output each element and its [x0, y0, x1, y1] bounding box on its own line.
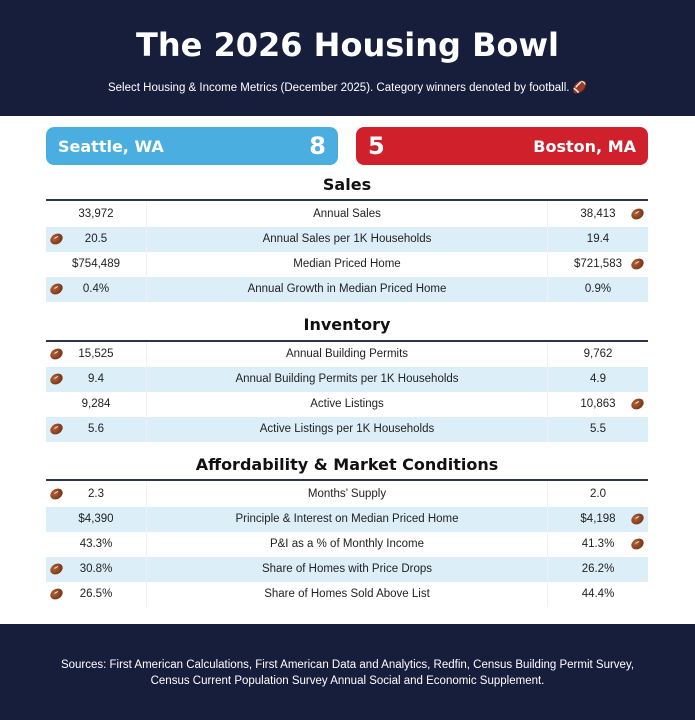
- seattle-value: 33,972: [78, 208, 114, 220]
- table-row: [46, 342, 648, 367]
- boston-value-cell: [548, 342, 648, 367]
- seattle-value: 30.8%: [79, 563, 113, 575]
- seattle-value: 9.4: [88, 373, 104, 385]
- table-row: [46, 227, 648, 252]
- sources-line-1: Sources: First American Calculations, First American Data and Analytics, Redfin, Census Building Permit Survey,: [60, 659, 635, 671]
- boston-value-cell: [548, 507, 648, 532]
- seattle-value-cell: [46, 557, 147, 582]
- football-icon: [48, 561, 64, 576]
- boston-value-cell: [548, 367, 648, 392]
- boston-value-cell: [548, 417, 648, 442]
- seattle-value-cell: [46, 582, 147, 607]
- metric-label: Months’ Supply: [147, 482, 548, 507]
- boston-value: 10,863: [580, 398, 616, 410]
- table-row: [46, 557, 648, 582]
- seattle-value: 15,525: [78, 348, 114, 360]
- sources-footer: [0, 624, 695, 720]
- boston-value: 26.2%: [581, 563, 615, 575]
- boston-value-cell: [548, 277, 648, 302]
- table-row: [46, 582, 648, 607]
- table-row: [46, 392, 648, 417]
- table-row: [46, 252, 648, 277]
- table-row: [46, 277, 648, 302]
- boston-value: 44.4%: [581, 588, 615, 600]
- seattle-value: 43.3%: [79, 538, 113, 550]
- seattle-value-cell: [46, 482, 147, 507]
- football-icon: [48, 486, 64, 501]
- boston-value-cell: [548, 557, 648, 582]
- team-score-right: 5: [368, 132, 385, 160]
- seattle-value-cell: [46, 252, 147, 277]
- page-subtitle: Select Housing & Income Metrics (December 2025). Category winners denoted by football. 🏈: [107, 82, 588, 94]
- football-icon: [48, 586, 64, 601]
- seattle-value: 5.6: [88, 423, 104, 435]
- boston-value-cell: [548, 532, 648, 557]
- team-name-left: Seattle, WA: [58, 136, 164, 156]
- metric-label: Principle & Interest on Median Priced Home: [147, 507, 548, 532]
- seattle-value: 20.5: [84, 233, 108, 245]
- football-icon: [48, 231, 64, 246]
- metric-label: Active Listings: [147, 392, 548, 417]
- boston-value: 5.5: [590, 423, 606, 435]
- football-icon: [629, 396, 645, 411]
- metric-label: Share of Homes with Price Drops: [147, 557, 548, 582]
- seattle-value-cell: [46, 367, 147, 392]
- metric-label: Annual Building Permits per 1K Households: [147, 367, 548, 392]
- seattle-value-cell: [46, 277, 147, 302]
- seattle-value-cell: [46, 532, 147, 557]
- sales-table: [46, 202, 648, 302]
- seattle-value-cell: [46, 202, 147, 227]
- metric-label: Share of Homes Sold Above List: [147, 582, 548, 607]
- boston-value: 41.3%: [581, 538, 615, 550]
- page-title: The 2026 Housing Bowl: [136, 26, 559, 64]
- boston-value: 38,413: [580, 208, 616, 220]
- football-icon: [48, 371, 64, 386]
- boston-value: 0.9%: [584, 283, 612, 295]
- football-icon: [48, 346, 64, 361]
- metric-label: Annual Sales: [147, 202, 548, 227]
- football-icon: [48, 281, 64, 296]
- boston-value-cell: [548, 582, 648, 607]
- metric-label: Annual Sales per 1K Households: [147, 227, 548, 252]
- team-name-right: Boston, MA: [533, 136, 636, 156]
- table-row: [46, 532, 648, 557]
- affordability-table: [46, 482, 648, 607]
- football-icon: [629, 256, 645, 271]
- seattle-value: 9,284: [81, 398, 111, 410]
- boston-value: 19.4: [586, 233, 610, 245]
- boston-value: $4,198: [580, 513, 616, 525]
- seattle-value-cell: [46, 227, 147, 252]
- team-bar-seattle: [46, 127, 338, 165]
- seattle-value: 26.5%: [79, 588, 113, 600]
- section-divider: [46, 479, 648, 481]
- section-title-affordability: Affordability & Market Conditions: [195, 455, 499, 474]
- football-icon: [629, 206, 645, 221]
- table-row: [46, 367, 648, 392]
- section-divider: [46, 199, 648, 201]
- boston-value-cell: [548, 392, 648, 417]
- metric-label: Median Priced Home: [147, 252, 548, 277]
- seattle-value-cell: [46, 392, 147, 417]
- seattle-value-cell: [46, 507, 147, 532]
- boston-value-cell: [548, 482, 648, 507]
- boston-value-cell: [548, 202, 648, 227]
- header-banner: [0, 0, 695, 116]
- boston-value: 9,762: [583, 348, 613, 360]
- section-title-sales: Sales: [322, 175, 372, 194]
- seattle-value-cell: [46, 342, 147, 367]
- team-score-left: 8: [309, 132, 326, 160]
- seattle-value: 0.4%: [82, 283, 110, 295]
- table-row: [46, 202, 648, 227]
- football-icon: [48, 421, 64, 436]
- seattle-value: $4,390: [78, 513, 114, 525]
- table-row: [46, 482, 648, 507]
- football-icon: [629, 511, 645, 526]
- metric-label: P&I as a % of Monthly Income: [147, 532, 548, 557]
- boston-value-cell: [548, 252, 648, 277]
- section-title-inventory: Inventory: [303, 315, 391, 334]
- seattle-value: $754,489: [72, 258, 120, 270]
- metric-label: Annual Growth in Median Priced Home: [147, 277, 548, 302]
- football-icon: [629, 536, 645, 551]
- inventory-table: [46, 342, 648, 442]
- team-bar-boston: [356, 127, 648, 165]
- metric-label: Active Listings per 1K Households: [147, 417, 548, 442]
- table-row: [46, 507, 648, 532]
- seattle-value-cell: [46, 417, 147, 442]
- table-row: [46, 417, 648, 442]
- sources-line-2: Census Current Population Survey Annual Social and Economic Supplement.: [150, 675, 545, 687]
- boston-value: 2.0: [590, 488, 606, 500]
- metric-label: Annual Building Permits: [147, 342, 548, 367]
- boston-value: $721,583: [574, 258, 622, 270]
- boston-value-cell: [548, 227, 648, 252]
- seattle-value: 2.3: [88, 488, 104, 500]
- boston-value: 4.9: [590, 373, 606, 385]
